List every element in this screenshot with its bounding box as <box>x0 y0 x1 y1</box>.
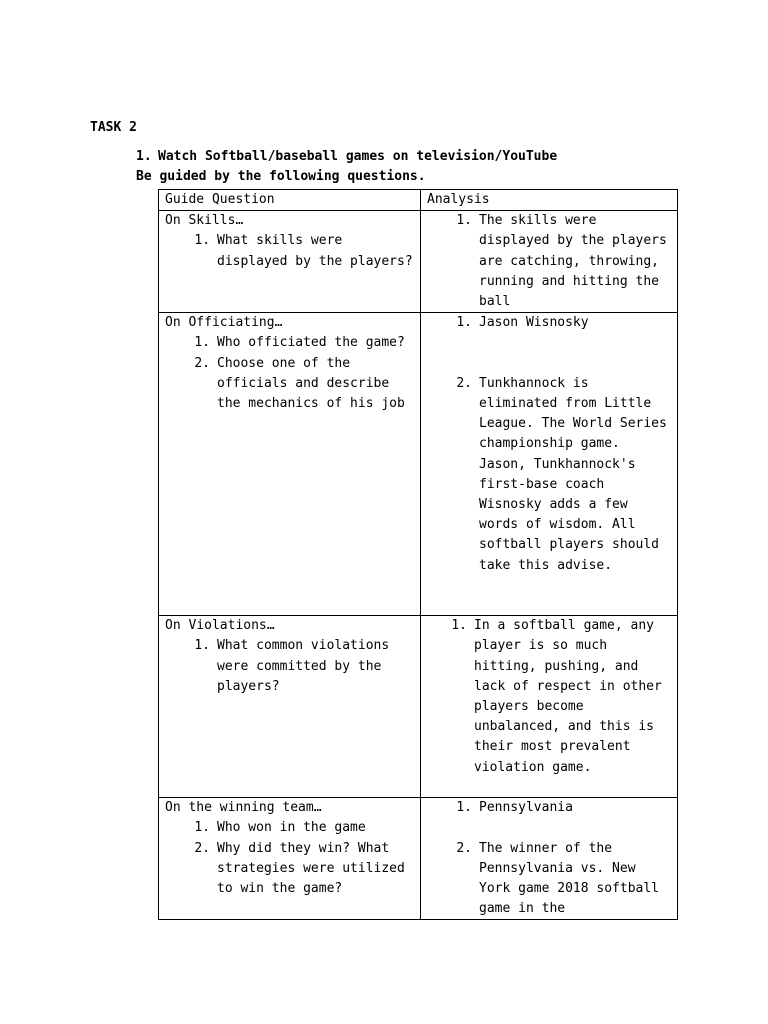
question-cell <box>159 211 421 313</box>
answer-cell <box>421 211 678 313</box>
item-number: 1. <box>194 233 210 249</box>
item-number: 1. <box>456 315 472 331</box>
list-item <box>165 354 414 415</box>
list-item <box>165 818 414 838</box>
item-number: 1. <box>194 638 210 654</box>
item-number: 1. <box>451 618 467 634</box>
section-title: On the winning team… <box>165 800 322 816</box>
list-item <box>427 798 671 818</box>
question-list <box>165 636 414 697</box>
item-text: What common violations were committed by the players? <box>217 638 390 694</box>
list-item <box>165 636 414 697</box>
item-number: 2. <box>456 375 472 391</box>
item-number: 2. <box>194 840 210 856</box>
list-item <box>427 839 671 920</box>
instruction-block <box>136 147 557 187</box>
guide-question-table <box>158 189 678 920</box>
table-row-violations <box>159 616 678 798</box>
answer-cell <box>421 798 678 920</box>
question-cell <box>159 798 421 920</box>
list-item <box>165 333 414 353</box>
item-number: 1. <box>456 213 472 229</box>
answer-list <box>427 211 671 312</box>
item-number: 2. <box>456 840 472 856</box>
item-text: Choose one of the officials and describe the mechanics of his job <box>217 355 405 412</box>
item-number: 1. <box>194 820 210 836</box>
question-list <box>165 818 414 899</box>
list-item <box>165 231 414 271</box>
question-cell <box>159 313 421 616</box>
section-title: On Violations… <box>165 618 275 634</box>
spacer <box>427 818 671 838</box>
item-text: Who officiated the game? <box>217 335 405 351</box>
list-item <box>427 211 671 312</box>
item-text: Why did they win? What strategies were utilized to win the game? <box>217 840 405 897</box>
answer-cell <box>421 616 678 798</box>
instruction-line-1 <box>136 147 557 167</box>
item-text: The winner of the Pennsylvania vs. New York game 2018 softball game in the <box>479 840 660 917</box>
item-text: Pennsylvania <box>479 800 573 816</box>
list-item <box>165 839 414 900</box>
item-number: 1. <box>194 335 210 351</box>
item-text: Jason Wisnosky <box>479 315 589 331</box>
answer-list <box>427 616 671 778</box>
item-number: 1. <box>456 800 472 816</box>
question-cell <box>159 616 421 798</box>
table-row-skills <box>159 211 678 313</box>
instruction-text-2: Be guided by the following questions. <box>136 169 426 185</box>
answer-list <box>427 798 671 919</box>
question-list <box>165 231 414 271</box>
table-row-winning-team <box>159 798 678 920</box>
item-text: Tunkhannock is eliminated from Little League. The World Series championship game. Jason, Tunkhannock's first-base coach Wisnosky adds a few words of wisdom. All softball players should take this advise. <box>479 375 667 573</box>
list-item <box>427 616 671 778</box>
header-guide-question: Guide Question <box>159 190 421 211</box>
list-item <box>427 374 671 576</box>
instruction-text-1: Watch Softball/baseball games on television/YouTube <box>158 149 558 164</box>
section-title: On Officiating… <box>165 315 283 331</box>
table-header-row <box>159 190 678 211</box>
header-analysis: Analysis <box>421 190 678 211</box>
spacer <box>427 333 671 373</box>
answer-list <box>427 313 671 576</box>
item-text: What skills were displayed by the players? <box>217 233 413 269</box>
item-text: In a softball game, any player is so much hitting, pushing, and lack of respect in other players become unbalanced, and this is their most prevalent violation game. <box>474 618 662 775</box>
item-text: Who won in the game <box>217 820 366 836</box>
question-list <box>165 333 414 414</box>
item-number: 2. <box>194 355 210 371</box>
instruction-line-2 <box>136 167 557 187</box>
answer-cell <box>421 313 678 616</box>
section-title: On Skills… <box>165 213 244 229</box>
list-item <box>427 313 671 333</box>
instruction-number: 1. <box>136 149 152 164</box>
task-title: TASK 2 <box>90 120 137 135</box>
item-text: The skills were displayed by the players are catching, throwing, running and hitting the ball <box>479 213 667 310</box>
table-row-officiating <box>159 313 678 616</box>
